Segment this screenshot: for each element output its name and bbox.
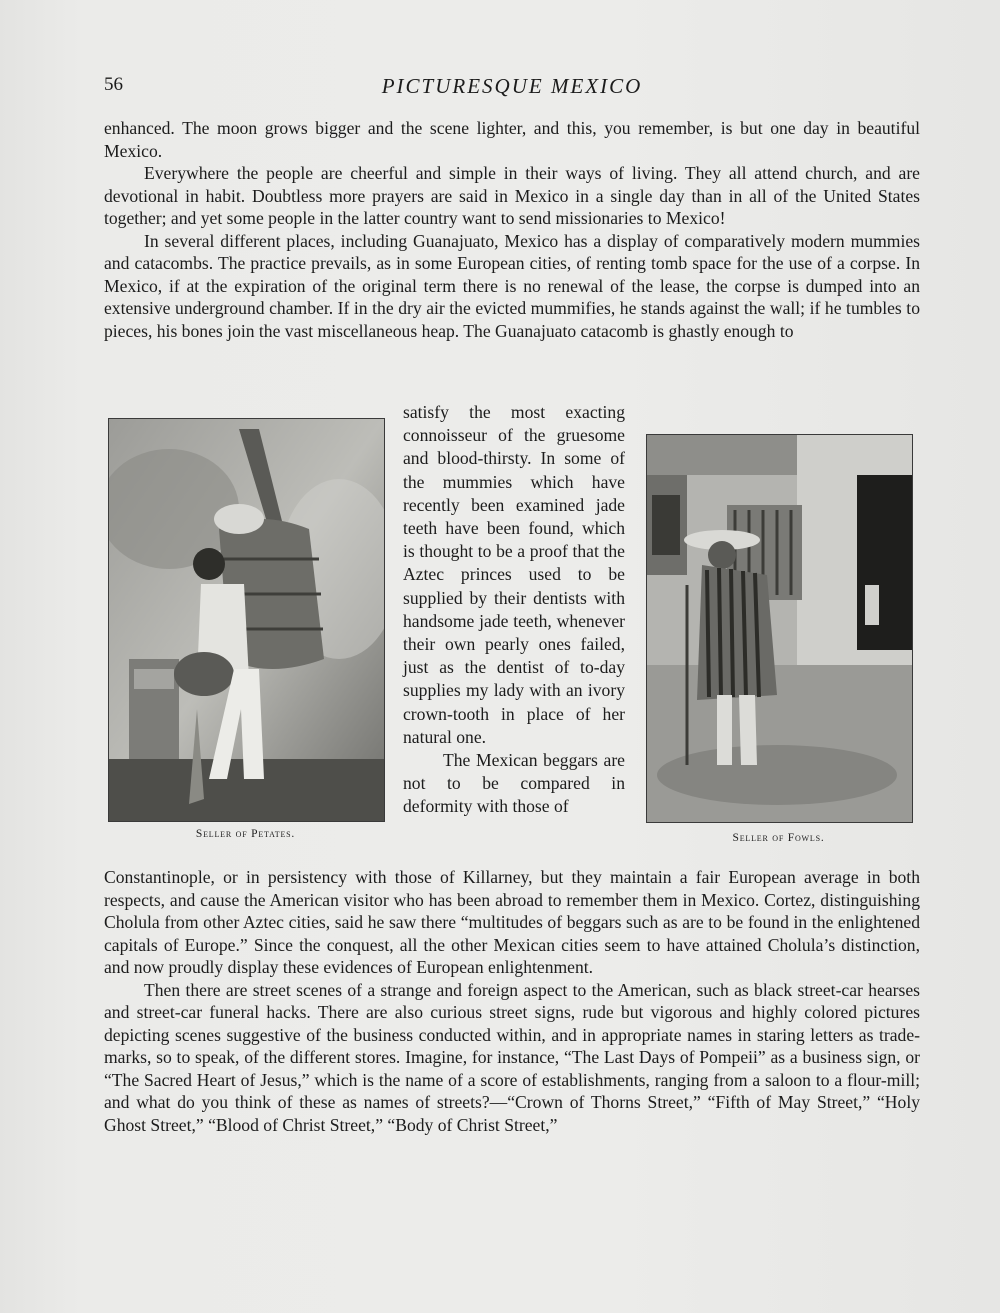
paragraph: In several different places, including Guanajuato, Mexico has a display of comparatively modern mummies and catacombs. The practice prevails, as in some European cities, of renting tomb space for the use of a corpse. In Mexico, if at the expiration of the original term there is no renewal of the lease, the corpse is dumped into an extensive underground chamber. If in the dry air the evicted mummifies, he stands against the wall; if he tumbles to pieces, his bones join the vast miscellaneous heap. The Guanajuato catacomb is ghastly enough to	[104, 230, 920, 341]
page-header	[104, 74, 920, 104]
paragraph: Then there are street scenes of a strange and foreign aspect to the American, such as black street-car hearses and street-car funeral hacks. There are also curious street signs, rude but vigorous and highly colored pictures depicting scenes suggestive of the business conducted within, and in appropriate names in staring letters as trade-marks, so to speak, of the different stores. Imagine, for instance, “The Last Days of Pompeii” as a business sign, or “The Sacred Heart of Jesus,” which is the name of a score of establishments, ranging from a saloon to a flour-mill; and what do you think of these as names of streets?—“Crown of Thorns Street,” “Fifth of May Street,” “Holy Ghost Street,” “Blood of Christ Street,” “Body of Christ Street,”	[104, 979, 920, 1135]
paragraph: Constantinople, or in persistency with those of Killarney, but they maintain a fair European average in both respects, and cause the American visitor who has been abroad to remember them in Mexico. Cortez, distinguishing Cholula from other Aztec cities, said he saw there “multitudes of beggars such as are to be found in the enlightened capitals of Europe.” Since the conquest, all the other Mexican cities seem to have attained Cholula’s distinction, and now proudly display these evidences of European enlightenment.	[104, 867, 920, 977]
body-text-bottom	[104, 866, 920, 1136]
photo-seller-of-petates	[108, 418, 385, 822]
middle-column-text	[403, 401, 625, 819]
paragraph: satisfy the most exacting connoisseur of the gruesome and blood-thirsty. In some of the mummies which have recently been examined jade teeth have been found, which is thought to be a proof that the Aztec princes used to be supplied by their dentists with handsome jade teeth, whenever their own pearly ones failed, just as the dentist of to-day supplies my lady with an ivory crown-tooth in place of her natural one.	[403, 402, 625, 747]
body-text-top	[104, 117, 920, 342]
paragraph: Everywhere the people are cheerful and simple in their ways of living. They all attend church, and are devotional in habit. Doubtless more prayers are said in Mexico in a single day than in all of the United States together; and yet some people in the latter country want to send missionaries to Mexico!	[104, 163, 920, 228]
caption-seller-of-fowls: Seller of Fowls.	[732, 832, 825, 844]
paragraph: The Mexican beggars are not to be compared in deformity with those of	[403, 750, 625, 817]
caption-seller-of-petates: Seller of Petates.	[195, 828, 296, 840]
photo-seller-of-fowls	[646, 434, 913, 823]
running-title: PICTURESQUE MEXICO	[381, 74, 643, 98]
paragraph: enhanced. The moon grows bigger and the scene lighter, and this, you remember, is but one day in beautiful Mexico.	[104, 118, 920, 161]
page-number: 56	[104, 74, 123, 95]
